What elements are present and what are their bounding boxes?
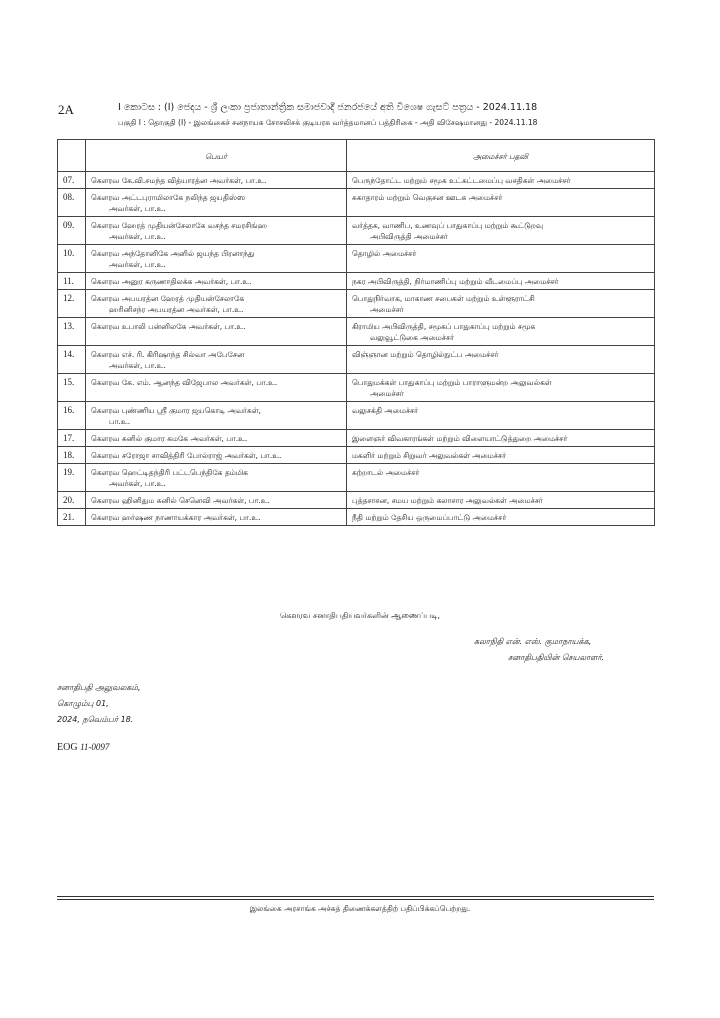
- minister-name-line: கௌரவ கே. எம். ஆனந்த விஜேபால அவர்கள், பா.உ.: [91, 378, 278, 387]
- minister-name-cell: [86, 172, 347, 189]
- minister-name-line: கௌரவ அந்தோனிகே அனில் ஜயந்த பிரனாந்து: [91, 249, 255, 258]
- header-post-cell: அமைச்சர் பதவி: [347, 140, 655, 172]
- header-tamil-title: பகுதி I : தொகுதி (I) - இலங்கைச் சனநாயக சோசலிசக் குடியரசு வர்த்தமானப் பத்திரிகை - அதி விசேஷமானது - 2024.11.18: [118, 118, 538, 127]
- table-row: [58, 273, 655, 290]
- minister-name-continuation: அவர்கள், பா.உ.: [109, 232, 166, 241]
- ministry-post-cell: [347, 189, 655, 217]
- eog-reference: [57, 742, 109, 753]
- row-number: 13.: [58, 318, 86, 346]
- minister-name-cell: [86, 430, 347, 447]
- ministry-post-continuation: வலுவூட்டுகை அமைச்சர்: [370, 333, 454, 342]
- row-number: 12.: [58, 290, 86, 318]
- minister-name-cell: [86, 447, 347, 464]
- minister-name-cell: [86, 318, 347, 346]
- minister-name-cell: [86, 217, 347, 245]
- minister-name-line: கௌரவ ஹேரத் முதியன்சேலாகே வசந்த சமரசிங்ஹ: [91, 221, 267, 230]
- footer-rule-bottom: [57, 899, 654, 900]
- minister-name-cell: [86, 509, 347, 526]
- minister-name-line: கௌரவ சுனில் குமார கமகே அவர்கள், பா.உ.: [91, 434, 248, 443]
- minister-name-line: கௌரவ புண்ணிய ஸ்ரீ குமார ஜயகொடி அவர்கள்,: [91, 406, 261, 415]
- row-number: 18.: [58, 447, 86, 464]
- minister-name-line: கௌரவ சரோஜா சாவித்திரி போல்ராஜ் அவர்கள், பா.உ.: [91, 451, 282, 460]
- ministry-post-cell: [347, 447, 655, 464]
- table-row: [58, 172, 655, 189]
- ministry-post-line: சுற்றாடல் அமைச்சர்: [352, 468, 420, 477]
- minister-name-line: கௌரவ அபயரத்ன ஹேரத் முதியன்சேலாகே: [91, 294, 245, 303]
- ministry-post-line: இளைஞர் விவகாரங்கள் மற்றும் விளையாட்டுத்துறை அமைச்சர்: [352, 434, 568, 443]
- signer-title: சனாதிபதியின் செயலாளர்.: [508, 653, 605, 662]
- ministry-post-continuation: அபிவிருத்தி அமைச்சர்: [370, 232, 448, 241]
- table-row: [58, 447, 655, 464]
- table-row: [58, 492, 655, 509]
- footer-printer-note: இலங்கை அரசாங்க அச்சுத் திணைக்களத்திற் பதிப்பிக்கப்பெற்றது.: [249, 904, 471, 913]
- row-number: 20.: [58, 492, 86, 509]
- header-number-cell: [58, 140, 86, 172]
- table-row: [58, 245, 655, 273]
- row-number: 07.: [58, 172, 86, 189]
- minister-name-continuation: ஹரினிசந்ர அபயரத்ன அவர்கள், பா.உ.: [109, 305, 244, 314]
- ministry-post-cell: [347, 318, 655, 346]
- ministry-post-continuation: அமைச்சர்: [370, 305, 404, 314]
- row-number: 15.: [58, 374, 86, 402]
- minister-name-continuation: பா.உ.: [109, 417, 131, 426]
- ministry-post-cell: [347, 346, 655, 374]
- ministry-post-cell: [347, 217, 655, 245]
- ministry-post-line: சுகாதாரம் மற்றும் வெகுசன ஊடக அமைச்சர்: [352, 193, 503, 202]
- footer-rule-top: [57, 896, 654, 897]
- ministry-post-line: புத்தசாசன, சமய மற்றும் கலாசார அலுவல்கள் அமைச்சர்: [352, 496, 543, 505]
- table-row: [58, 430, 655, 447]
- row-number: 21.: [58, 509, 86, 526]
- table-row: [58, 346, 655, 374]
- ministry-post-line: பொதுமக்கள் பாதுகாப்பு மற்றும் பாராளுமன்ற அலுவல்கள்: [352, 378, 552, 387]
- ministry-post-cell: [347, 402, 655, 430]
- table-row: [58, 318, 655, 346]
- ministry-post-line: தொழில் அமைச்சர்: [352, 249, 417, 258]
- ministry-post-cell: [347, 374, 655, 402]
- table-row: [58, 189, 655, 217]
- table-row: [58, 509, 655, 526]
- table-row: [58, 374, 655, 402]
- ministry-post-line: நீதி மற்றும் தேசிய ஒருமைப்பாட்டு அமைச்சர்: [352, 513, 507, 522]
- ministry-post-cell: [347, 273, 655, 290]
- row-number: 09.: [58, 217, 86, 245]
- minister-name-cell: [86, 290, 347, 318]
- minister-name-line: கௌரவ ஹெட்டிதந்திரி பட்டபெந்திகே தம்மிக: [91, 468, 248, 477]
- ministry-post-line: கிராமிய அபிவிருத்தி, சமூகப் பாதுகாப்பு மற்றும் சமூக: [352, 322, 536, 331]
- table-row: [58, 464, 655, 492]
- minister-name-cell: [86, 245, 347, 273]
- minister-name-line: கௌரவ அட்டபுராமிலாகே நலிந்த ஜயதிஸ்ஸ: [91, 193, 245, 202]
- ministry-post-line: விஞ்ஞான மற்றும் தொழில்நுட்ப அமைச்சர்: [352, 350, 499, 359]
- minister-name-line: கௌரவ அனுர கருணாதிலக்க அவர்கள், பா.உ.: [91, 277, 252, 286]
- minister-name-continuation: அவர்கள், பா.உ.: [109, 204, 166, 213]
- ministry-post-line: வலுசக்தி அமைச்சர்: [352, 406, 419, 415]
- ministry-post-line: பெருந்தோட்ட மற்றும் சமூக உட்கட்டமைப்பு வசதிகள் அமைச்சர்: [352, 176, 571, 185]
- minister-name-continuation: அவர்கள், பா.உ.: [109, 361, 166, 370]
- table-row: [58, 290, 655, 318]
- row-number: 11.: [58, 273, 86, 290]
- eog-prefix: EOG: [57, 742, 78, 753]
- ministry-post-cell: [347, 245, 655, 273]
- minister-name-continuation: அவர்கள், பா.உ.: [109, 260, 166, 269]
- minister-name-cell: [86, 273, 347, 290]
- row-number: 19.: [58, 464, 86, 492]
- ministry-post-line: நகர அபிவிருத்தி, நிர்மாணிப்பு மற்றும் வீடமைப்பு அமைச்சர்: [352, 277, 559, 286]
- row-number: 16.: [58, 402, 86, 430]
- ministers-table: [57, 139, 655, 526]
- minister-name-line: கௌரவ உபாலி பன்னிலகே அவர்கள், பா.உ.: [91, 322, 246, 331]
- row-number: 17.: [58, 430, 86, 447]
- minister-name-cell: [86, 374, 347, 402]
- header-sinhala-title: I කොටස : (I) ජෙදය - ශ්‍රී ලංකා ප්‍රජාතාන්ත්‍රික සමාජවාදී ජනරජයේ අති විශෙෂ ගැසට් පත්‍රය - 2024.11.18: [118, 102, 538, 113]
- ministry-post-cell: [347, 430, 655, 447]
- signer-name: கலாநிதி என். எஸ். குமாநாயக்க,: [474, 637, 592, 646]
- minister-name-cell: [86, 464, 347, 492]
- row-number: 14.: [58, 346, 86, 374]
- table-header-row: [58, 140, 655, 172]
- ministry-post-cell: [347, 172, 655, 189]
- ministry-post-cell: [347, 492, 655, 509]
- minister-name-continuation: அவர்கள், பா.உ.: [109, 479, 166, 488]
- minister-name-cell: [86, 402, 347, 430]
- eog-code: 11-0097: [80, 742, 110, 752]
- ministry-post-line: பொதுநிர்வாக, மாகாண சபைகள் மற்றும் உள்ளூராட்சி: [352, 294, 535, 303]
- minister-name-line: கௌரவ ஹினிதும சுனில் செனெவி அவர்கள், பா.உ.: [91, 496, 270, 505]
- signature-intro: கௌரவ சனாதிபதியவர்களின் ஆணைப்படி,: [280, 611, 440, 620]
- address-line-2: கொழும்பு 01,: [57, 699, 109, 708]
- ministry-post-line: மகளிர் மற்றும் சிறுவர் அலுவல்கள் அமைச்சர்: [352, 451, 506, 460]
- minister-name-cell: [86, 346, 347, 374]
- minister-name-line: கௌரவ எச். ரி. கிரிஷாந்த சில்வா அபேசேன: [91, 350, 245, 359]
- table-row: [58, 217, 655, 245]
- header-name-cell: பெயர்: [86, 140, 347, 172]
- minister-name-cell: [86, 492, 347, 509]
- row-number: 10.: [58, 245, 86, 273]
- address-line-1: சனாதிபதி அலுவலகம்,: [57, 683, 141, 692]
- minister-name-cell: [86, 189, 347, 217]
- ministry-post-line: வர்த்தக, வாணிப, உணவுப் பாதுகாப்பு மற்றும் கூட்டுறவு: [352, 221, 544, 230]
- address-line-3: 2024, நவெம்பர் 18.: [57, 715, 134, 724]
- ministry-post-continuation: அமைச்சர்: [370, 389, 404, 398]
- minister-name-line: கௌரவ ஹர்ஷண நாணாயக்கார அவர்கள், பா.உ.: [91, 513, 261, 522]
- ministry-post-cell: [347, 509, 655, 526]
- table-row: [58, 402, 655, 430]
- page-number: 2A: [58, 102, 74, 117]
- ministry-post-cell: [347, 464, 655, 492]
- ministry-post-cell: [347, 290, 655, 318]
- minister-name-line: கௌரவ கே.வி.சமந்த வித்யாரத்ன அவர்கள், பா.உ.: [91, 176, 267, 185]
- row-number: 08.: [58, 189, 86, 217]
